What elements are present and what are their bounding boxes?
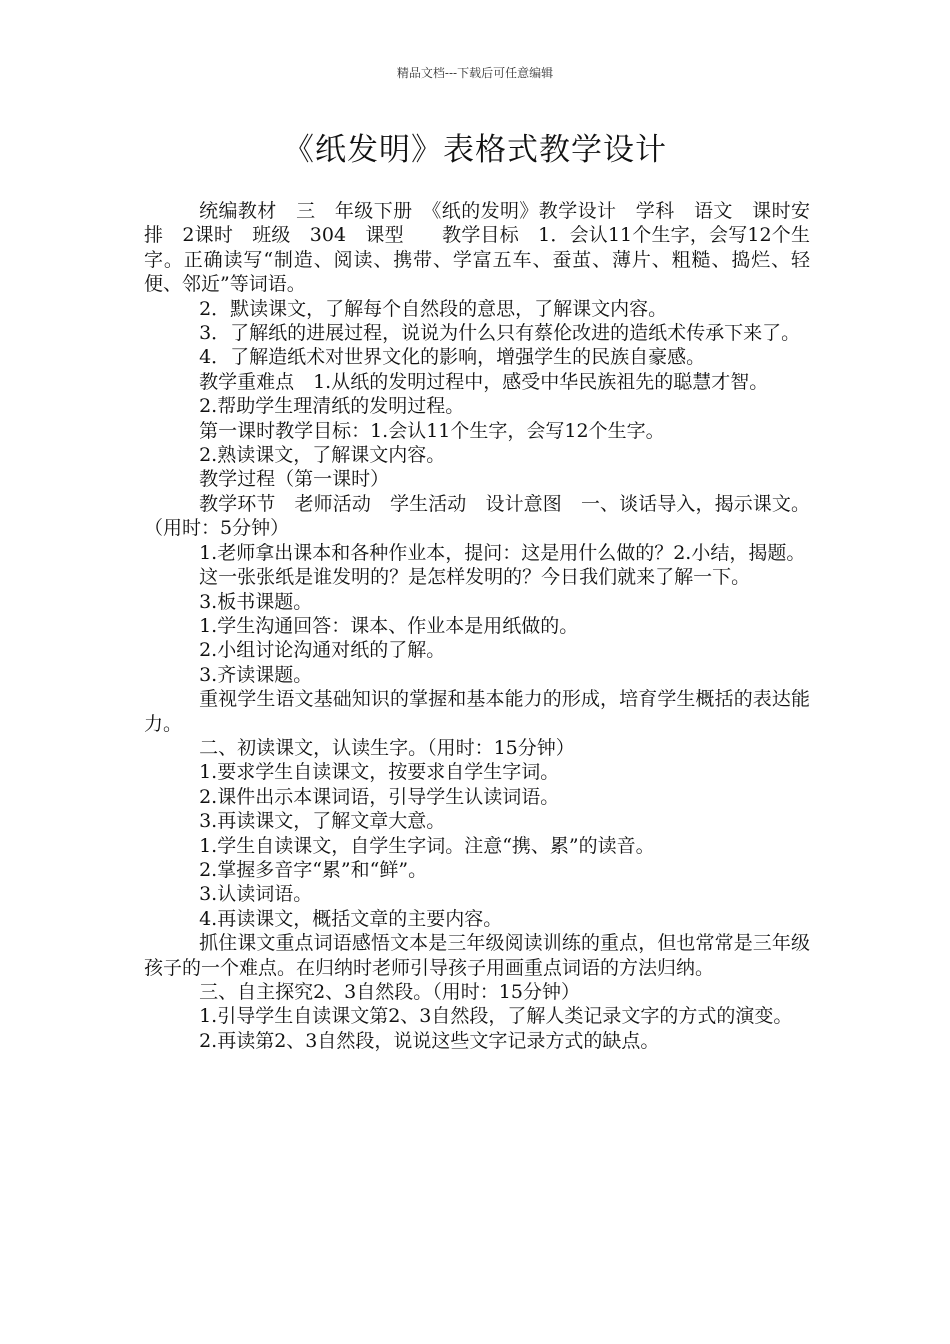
paragraph: 1.学生自读课文，自学生字词。注意“携、累”的读音。 (199, 834, 655, 857)
header-note: 精品文档---下载后可任意编辑 (396, 66, 554, 80)
paragraph: 2.帮助学生理清纸的发明过程。 (199, 395, 465, 418)
paragraph: 2.课件出示本课词语，引导学生认读词语。 (199, 785, 560, 808)
paragraph: 3.再读课文，了解文章大意。 (199, 810, 446, 833)
paragraph: 1.要求学生自读课文，按要求自学生字词。 (199, 761, 560, 784)
paragraph: 教学重难点 1.从纸的发明过程中，感受中华民族祖先的聪慧才智。 (199, 370, 769, 393)
paragraph: 重视学生语文基础知识的掌握和基本能力的形成，培育学生概括的表达能力。 (144, 688, 810, 735)
paragraph: 4.再读课文，概括文章的主要内容。 (199, 907, 503, 930)
paragraph: 2.掌握多音字“累”和“鲜”。 (199, 858, 428, 881)
paragraph: 2.小组讨论沟通对纸的了解。 (199, 639, 446, 662)
paragraph: 第一课时教学目标：1.会认11个生字，会写12个生字。 (199, 419, 665, 442)
paragraph: 三、自主探究2、3自然段。（用时：15分钟） (199, 981, 580, 1003)
paragraph: 3.板书课题。 (199, 590, 313, 613)
paragraph: 3.齐读课题。 (199, 663, 313, 686)
paragraph: 二、初读课文，认读生字。（用时：15分钟） (199, 736, 575, 759)
paragraph: 这一张张纸是谁发明的？是怎样发明的？今日我们就来了解一下。 (199, 566, 751, 589)
paragraph: 1.老师拿出课本和各种作业本，提问：这是用什么做的？2.小结，揭题。 (199, 541, 806, 564)
paragraph: 2．默读课文，了解每个自然段的意思，了解课文内容。 (199, 297, 668, 320)
paragraph: 3．了解纸的进展过程，说说为什么只有蔡伦改进的造纸术传承下来了。 (199, 322, 801, 345)
paragraph: 教学过程（第一课时） (199, 468, 390, 491)
paragraph: 4．了解造纸术对世界文化的影响，增强学生的民族自豪感。 (199, 346, 706, 369)
paragraph: 2.熟读课文，了解课文内容。 (199, 444, 446, 467)
paragraph: 统编教材 三 年级下册 《纸的发明》教学设计 学科 语文 课时安排 2课时 班级 304 课型 教学目标 1．会认11个生字，会写12个生字。正确读写“制造、阅读、携带、学富五车、蚕茧、薄片、粗糙、捣烂、轻便、邻近”等词语。 (144, 200, 810, 296)
paragraph: 1.学生沟通回答：课本、作业本是用纸做的。 (199, 614, 579, 637)
document-title: 《纸发明》表格式教学设计 (283, 132, 667, 168)
document-body (144, 199, 810, 1053)
paragraph: 3.认读词语。 (199, 883, 313, 906)
paragraph: 抓住课文重点词语感悟文本是三年级阅读训练的重点，但也常常是三年级孩子的一个难点。在归纳时老师引导孩子用画重点词语的方法归纳。 (144, 932, 810, 979)
paragraph: 2.再读第2、3自然段，说说这些文字记录方式的缺点。 (199, 1029, 660, 1052)
paragraph: 教学环节 老师活动 学生活动 设计意图 一、谈话导入，揭示课文。（用时：5分钟） (144, 492, 810, 540)
paragraph: 1.引导学生自读课文第2、3自然段，了解人类记录文字的方式的演变。 (199, 1005, 793, 1028)
